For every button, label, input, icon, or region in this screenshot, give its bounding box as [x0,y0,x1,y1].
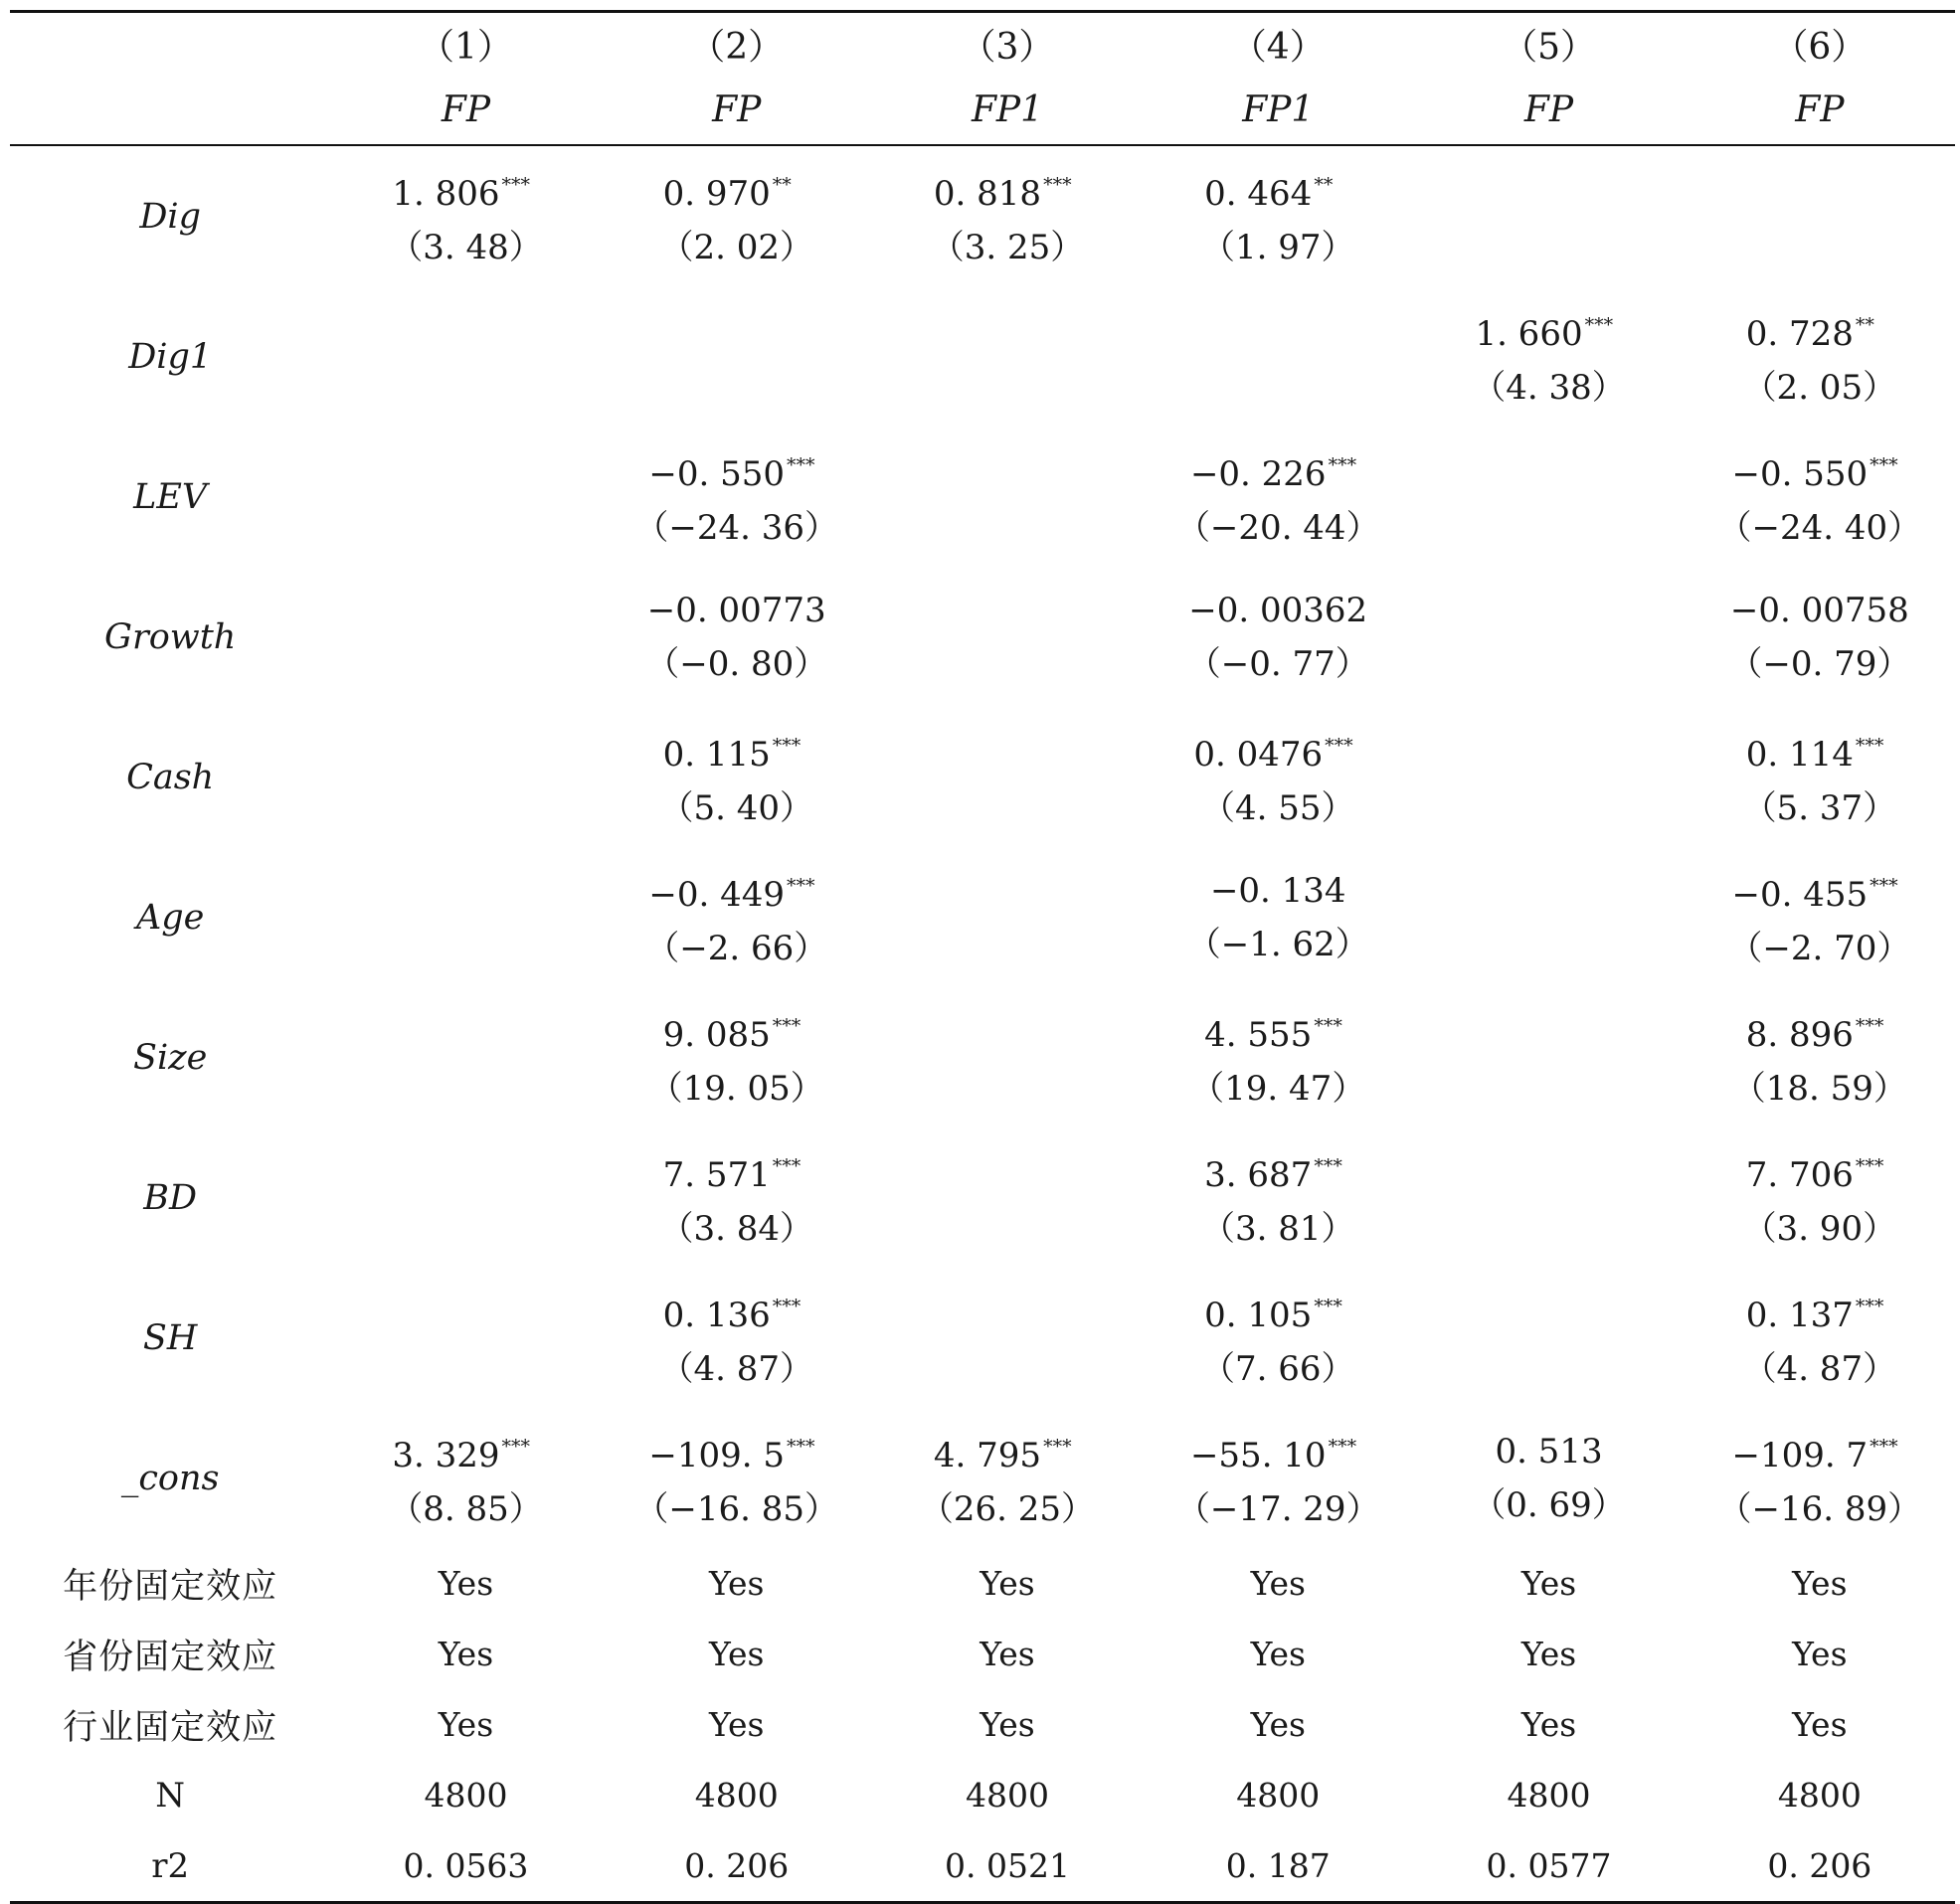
coefficient-value: 4. 555 [1204,1015,1313,1055]
coefficient-line [872,1311,1143,1365]
significance-stars: *** [1855,1155,1884,1177]
coefficient-line [330,470,601,524]
coefficient-line [1685,190,1955,244]
coefficient-line [1143,330,1413,384]
fixed-effect-value: Yes [980,1705,1035,1744]
fixed-effect-label: 行业固定效应 [63,1707,278,1748]
coefficient-cell [872,286,1143,427]
coefficient-value: 0. 114 [1745,735,1854,775]
t-statistic: （26. 25） [919,1489,1096,1529]
significance-stars: ** [1855,314,1874,336]
coefficient-line [1413,751,1684,804]
t-statistic: （4. 38） [1472,368,1626,408]
significance-stars: ** [1314,174,1334,196]
coefficient-line [602,438,872,501]
t-statistic: （−0. 80） [645,643,828,684]
significance-stars: *** [787,875,815,897]
coefficient-cell [602,987,872,1127]
coefficient-cell [1685,286,1955,427]
t-statistic: （3. 84） [659,1209,813,1249]
fixed-effect-value: Yes [1520,1564,1577,1603]
dependent-variable: FP [1413,75,1684,145]
coefficient-line [602,158,872,221]
t-statistic: （4. 55） [1201,788,1355,828]
coefficient-value: 7. 706 [1745,1155,1854,1195]
dependent-variable-row [10,75,1955,145]
significance-stars: *** [1855,1296,1884,1317]
coefficient-cell [602,1268,872,1408]
variable-label: Cash [126,757,215,797]
t-statistic: （−20. 44） [1175,508,1380,548]
coefficient-line [330,158,601,221]
variable-label: _cons [120,1458,220,1498]
table-row [10,847,1955,987]
coefficient-value: −0. 00758 [1729,590,1909,630]
fixed-effect-label: 省份固定效应 [63,1637,278,1677]
coefficient-cell [1413,847,1684,987]
statistic-value: 0. 206 [602,1830,872,1903]
statistic-value: 4800 [966,1776,1049,1815]
significance-stars: *** [1855,1015,1884,1037]
t-statistic: （−2. 66） [645,929,828,968]
fixed-effect-label: 年份固定效应 [63,1566,278,1607]
coefficient-line [872,1031,1143,1085]
statistic-value: 4800 [1507,1776,1591,1815]
coefficient-cell [1413,707,1684,847]
fixed-effect-value: Yes [1250,1705,1306,1744]
coefficient-cell [602,1408,872,1548]
coefficient-value: 0. 0476 [1193,735,1324,775]
t-statistic: （4. 87） [1742,1349,1897,1389]
coefficient-line [1143,719,1413,781]
statistic-value: 0. 0521 [872,1830,1143,1903]
dependent-variable: FP1 [1143,75,1413,145]
coefficient-line [1413,1425,1684,1478]
coefficient-line [1413,298,1684,361]
coefficient-line [602,1280,872,1342]
t-statistic: （−24. 36） [634,508,839,548]
coefficient-line [602,1420,872,1482]
coefficient-cell [872,847,1143,987]
coefficient-line [602,330,872,384]
significance-stars: *** [1328,1436,1357,1458]
statistic-value: 4800 [1777,1776,1862,1815]
coefficient-line [1143,1420,1413,1482]
coefficient-line [602,584,872,637]
statistic-row [10,1760,1955,1830]
coefficient-value: 0. 728 [1745,314,1854,354]
fixed-effect-value: Yes [709,1635,765,1673]
coefficient-cell [602,145,872,286]
coefficient-line [872,610,1143,664]
coefficient-cell [330,1408,601,1548]
model-number: （5） [1413,12,1684,76]
variable-label: Dig1 [128,336,213,377]
t-statistic: （3. 25） [930,228,1085,267]
coefficient-line [1413,1311,1684,1365]
t-statistic: （3. 48） [389,228,543,267]
statistic-label: r2 [10,1830,330,1903]
coefficient-value: 0. 970 [662,174,771,214]
coefficient-value: 1. 660 [1475,314,1583,354]
coefficient-cell [1413,427,1684,567]
coefficient-cell [1143,1127,1413,1268]
coefficient-line [330,1420,601,1482]
coefficient-cell [1143,145,1413,286]
coefficient-line [602,1139,872,1202]
fixed-effect-value: Yes [438,1564,494,1603]
fixed-effect-value: Yes [1520,1705,1577,1744]
coefficient-cell [1143,1268,1413,1408]
model-number: （2） [602,12,872,76]
coefficient-line [872,158,1143,221]
significance-stars: *** [1043,1436,1072,1458]
coefficient-line [1685,584,1955,637]
coefficient-cell [872,427,1143,567]
table-body [10,145,1955,1903]
model-number-row [10,12,1955,76]
significance-stars: *** [1870,1436,1898,1458]
coefficient-cell [1685,707,1955,847]
significance-stars: *** [1325,735,1353,757]
coefficient-value: −0. 550 [1731,454,1869,494]
t-statistic: （19. 05） [648,1069,824,1109]
coefficient-value: 3. 687 [1204,1155,1313,1195]
significance-stars: *** [772,1296,802,1317]
statistic-value: 0. 0577 [1413,1830,1684,1903]
t-statistic: （2. 02） [659,228,813,267]
fixed-effect-value: Yes [1250,1564,1306,1603]
statistic-value: 4800 [1236,1776,1321,1815]
coefficient-cell [330,1268,601,1408]
model-number: （1） [330,12,601,76]
t-statistic: （−0. 77） [1186,643,1369,684]
coefficient-value: 1. 806 [392,174,500,214]
coefficient-cell [1143,847,1413,987]
variable-label: SH [142,1317,198,1358]
t-statistic: （−0. 79） [1728,643,1911,684]
significance-stars: *** [772,1015,802,1037]
table-row [10,1408,1955,1548]
coefficient-cell [330,987,601,1127]
fixed-effect-value: Yes [709,1564,765,1603]
fixed-effect-value: Yes [438,1705,494,1744]
fixed-effect-value: Yes [709,1705,765,1744]
t-statistic: （−1. 62） [1186,924,1369,964]
significance-stars: *** [1043,174,1072,196]
significance-stars: *** [772,1155,802,1177]
coefficient-cell [872,1127,1143,1268]
statistic-row [10,1830,1955,1903]
t-statistic: （7. 66） [1201,1349,1355,1389]
coefficient-line [330,891,601,945]
coefficient-cell [602,707,872,847]
coefficient-line [1143,158,1413,221]
coefficient-cell [1143,286,1413,427]
significance-stars: *** [1584,314,1614,336]
coefficient-cell [330,707,601,847]
coefficient-line [1143,1280,1413,1342]
coefficient-value: 0. 818 [933,174,1042,214]
coefficient-value: 0. 513 [1495,1431,1603,1471]
significance-stars: *** [501,1436,531,1458]
statistic-label: N [155,1775,186,1816]
coefficient-line [872,470,1143,524]
t-statistic: （1. 97） [1201,228,1355,267]
variable-label: Dig [139,196,201,237]
coefficient-line [1143,1139,1413,1202]
coefficient-cell [602,427,872,567]
coefficient-cell [1413,286,1684,427]
coefficient-line [872,751,1143,804]
coefficient-cell [872,1408,1143,1548]
dependent-variable: FP [1685,75,1955,145]
fixed-effect-value: Yes [980,1635,1035,1673]
header-corner [10,12,330,76]
coefficient-line [1413,891,1684,945]
coefficient-cell [602,847,872,987]
statistic-value: 0. 187 [1143,1830,1413,1903]
t-statistic: （18. 59） [1731,1069,1907,1109]
coefficient-cell [1685,987,1955,1127]
coefficient-line [1143,864,1413,918]
coefficient-line [602,719,872,781]
significance-stars: *** [1328,454,1357,476]
coefficient-line [1143,438,1413,501]
significance-stars: *** [501,174,531,196]
coefficient-cell [1685,145,1955,286]
coefficient-line [1685,438,1955,501]
dependent-variable: FP [602,75,872,145]
dependent-variable: FP1 [872,75,1143,145]
coefficient-cell [872,707,1143,847]
coefficient-value: 3. 329 [392,1436,500,1475]
t-statistic: （−2. 70） [1728,929,1911,968]
t-statistic: （5. 40） [659,788,813,828]
dependent-variable: FP [330,75,601,145]
table-header [10,12,1955,146]
coefficient-cell [1413,987,1684,1127]
variable-label: LEV [133,476,208,517]
fixed-effect-value: Yes [1520,1635,1577,1673]
coefficient-cell [330,145,601,286]
coefficient-value: 0. 464 [1204,174,1313,214]
coefficient-cell [1685,1127,1955,1268]
coefficient-line [330,1311,601,1365]
t-statistic: （−16. 85） [634,1489,839,1529]
table-row [10,286,1955,427]
coefficient-line [872,330,1143,384]
coefficient-cell [1413,145,1684,286]
t-statistic: （0. 69） [1472,1484,1626,1525]
t-statistic: （4. 87） [659,1349,813,1389]
coefficient-cell [1413,1127,1684,1268]
coefficient-cell [602,567,872,707]
coefficient-cell [1143,1408,1413,1548]
coefficient-value: −109. 5 [648,1436,786,1475]
variable-label: Age [135,897,205,938]
coefficient-cell [330,567,601,707]
coefficient-value: −0. 455 [1731,875,1869,915]
coefficient-line [1685,1420,1955,1482]
model-number: （6） [1685,12,1955,76]
table-row [10,707,1955,847]
fixed-effect-value: Yes [438,1635,494,1673]
model-number: （3） [872,12,1143,76]
coefficient-line [1685,859,1955,922]
significance-stars: *** [772,735,802,757]
fixed-effect-value: Yes [980,1564,1035,1603]
coefficient-line [330,1171,601,1225]
coefficient-value: −0. 550 [648,454,786,494]
significance-stars: *** [1314,1296,1342,1317]
fixed-effect-value: Yes [1250,1635,1306,1673]
fixed-effect-value: Yes [1792,1705,1848,1744]
coefficient-line [330,330,601,384]
coefficient-line [330,751,601,804]
t-statistic: （2. 05） [1742,368,1897,408]
coefficient-line [330,1031,601,1085]
coefficient-line [1685,999,1955,1062]
coefficient-line [1685,719,1955,781]
variable-label: BD [143,1177,198,1218]
t-statistic: （3. 81） [1201,1209,1355,1249]
fixed-effect-value: Yes [1792,1635,1848,1673]
t-statistic: （−17. 29） [1175,1489,1380,1529]
coefficient-line [1413,470,1684,524]
coefficient-value: 7. 571 [662,1155,771,1195]
coefficient-value: −55. 10 [1189,1436,1327,1475]
coefficient-line [872,1171,1143,1225]
coefficient-line [1413,1031,1684,1085]
table-row [10,1268,1955,1408]
table-row [10,427,1955,567]
coefficient-line [872,891,1143,945]
coefficient-cell [872,987,1143,1127]
coefficient-value: 0. 115 [662,735,771,775]
model-number: （4） [1143,12,1413,76]
coefficient-value: −0. 226 [1189,454,1327,494]
table-row [10,145,1955,286]
coefficient-cell [872,567,1143,707]
coefficient-value: −109. 7 [1731,1436,1869,1475]
statistic-value: 4800 [694,1776,779,1815]
t-statistic: （8. 85） [389,1489,543,1529]
coefficient-line [1685,1280,1955,1342]
coefficient-line [1143,584,1413,637]
significance-stars: *** [1314,1155,1342,1177]
fixed-effect-row [10,1548,1955,1619]
fixed-effect-value: Yes [1792,1564,1848,1603]
t-statistic: （5. 37） [1742,788,1897,828]
coefficient-line [1413,610,1684,664]
coefficient-cell [1685,847,1955,987]
t-statistic: （−16. 89） [1717,1489,1922,1529]
coefficient-cell [330,847,601,987]
coefficient-value: 0. 105 [1204,1296,1313,1335]
variable-label: Size [133,1037,208,1078]
coefficient-cell [330,427,601,567]
statistic-value: 0. 206 [1685,1830,1955,1903]
coefficient-cell [1143,567,1413,707]
coefficient-line [872,1420,1143,1482]
significance-stars: *** [1314,1015,1342,1037]
coefficient-cell [602,286,872,427]
coefficient-cell [1685,1268,1955,1408]
statistic-value: 0. 0563 [330,1830,601,1903]
fixed-effect-row [10,1689,1955,1760]
coefficient-cell [1685,427,1955,567]
regression-table [10,10,1955,1904]
significance-stars: *** [1870,454,1898,476]
coefficient-cell [1143,987,1413,1127]
coefficient-value: −0. 00362 [1188,590,1368,630]
coefficient-value: 9. 085 [662,1015,771,1055]
table-row [10,1127,1955,1268]
significance-stars: *** [787,1436,815,1458]
coefficient-line [330,610,601,664]
coefficient-cell [330,286,601,427]
significance-stars: *** [787,454,815,476]
coefficient-line [1143,999,1413,1062]
coefficient-cell [1685,1408,1955,1548]
coefficient-line [1685,1139,1955,1202]
significance-stars: ** [772,174,792,196]
t-statistic: （19. 47） [1190,1069,1366,1109]
coefficient-cell [1413,1408,1684,1548]
coefficient-cell [602,1127,872,1268]
fixed-effect-row [10,1619,1955,1689]
coefficient-cell [1143,427,1413,567]
coefficient-cell [872,145,1143,286]
coefficient-cell [1143,707,1413,847]
coefficient-value: 8. 896 [1745,1015,1854,1055]
coefficient-line [602,999,872,1062]
coefficient-line [1413,1171,1684,1225]
statistic-value: 4800 [424,1776,508,1815]
coefficient-cell [1413,567,1684,707]
coefficient-cell [1413,1268,1684,1408]
coefficient-cell [330,1127,601,1268]
t-statistic: （−24. 40） [1717,508,1922,548]
coefficient-line [602,859,872,922]
table-row [10,567,1955,707]
coefficient-value: −0. 00773 [646,590,826,630]
header-corner [10,75,330,145]
table-row [10,987,1955,1127]
significance-stars: *** [1855,735,1884,757]
coefficient-value: 0. 137 [1745,1296,1854,1335]
t-statistic: （3. 90） [1742,1209,1897,1249]
coefficient-cell [872,1268,1143,1408]
coefficient-value: −0. 449 [648,875,786,915]
coefficient-value: 0. 136 [662,1296,771,1335]
significance-stars: *** [1870,875,1898,897]
coefficient-value: 4. 795 [933,1436,1042,1475]
coefficient-value: −0. 134 [1209,870,1346,911]
coefficient-line [1685,298,1955,361]
coefficient-line [1413,190,1684,244]
variable-label: Growth [104,616,237,657]
coefficient-cell [1685,567,1955,707]
